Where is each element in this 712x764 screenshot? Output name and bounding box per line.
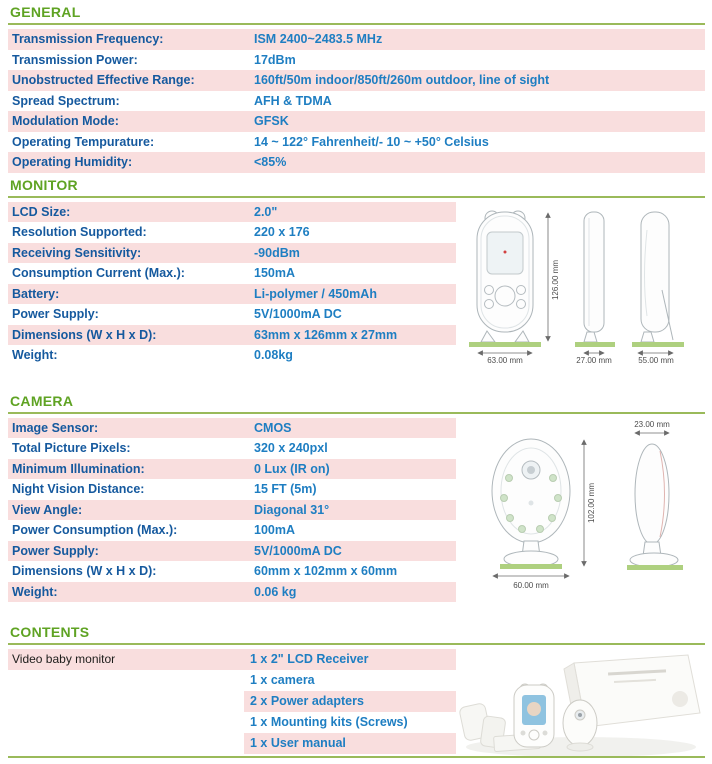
spec-label: Image Sensor:: [12, 420, 99, 435]
spec-value: 220 x 176: [254, 225, 310, 239]
spec-row: [8, 132, 705, 153]
monitor-device: [514, 684, 554, 747]
monitor-side-view-stand: [632, 212, 684, 365]
spec-label: Consumption Current (Max.):: [12, 266, 185, 280]
section-heading-general: GENERAL: [10, 4, 81, 20]
section-divider: [8, 23, 705, 25]
camera-top-dim-label: 23.00 mm: [634, 419, 670, 429]
section-contents: [8, 624, 705, 764]
spec-label: Transmission Frequency:: [12, 32, 164, 46]
section-heading-camera: CAMERA: [10, 392, 74, 409]
spec-value: 0 Lux (IR on): [254, 461, 330, 476]
camera-width-dim-label: 60.00 mm: [513, 580, 549, 590]
monitor-height-dim-label: 126.00 mm: [551, 259, 560, 300]
spec-row: [8, 561, 456, 582]
section-general: [8, 4, 705, 173]
spec-row: [8, 479, 456, 500]
general-spec-table: [8, 29, 705, 173]
spec-label: Night Vision Distance:: [12, 482, 145, 496]
spec-row: [8, 325, 456, 346]
section-divider: [8, 643, 705, 645]
contents-list-item: 1 x Mounting kits (Screws): [250, 715, 408, 729]
bottom-divider: [8, 756, 705, 758]
spec-value: 150mA: [254, 266, 295, 280]
spec-label: Dimensions (W x H x D):: [12, 564, 157, 578]
camera-spec-table: [8, 418, 456, 603]
spec-value: 15 FT (5m): [254, 482, 317, 496]
contents-list-item: 2 x Power adapters: [244, 691, 456, 712]
spec-value: Li-polymer / 450mAh: [254, 286, 377, 301]
spec-label: Power Consumption (Max.):: [12, 523, 178, 537]
section-camera: [8, 393, 705, 607]
spec-row: [8, 29, 705, 50]
spec-value: 2.0": [254, 204, 278, 219]
monitor-spec-table: [8, 202, 456, 366]
spec-value: 0.06 kg: [254, 584, 297, 599]
contents-product-photo: [456, 649, 705, 764]
spec-value: 17dBm: [254, 52, 296, 67]
spec-row: [8, 304, 456, 325]
spec-label: Weight:: [12, 348, 58, 362]
contents-item-name: Video baby monitor: [8, 649, 244, 670]
spec-label: Operating Tempurature:: [12, 134, 155, 149]
spec-value: 60mm x 102mm x 60mm: [254, 564, 398, 578]
spec-row: [8, 243, 456, 264]
spec-value: -90dBm: [254, 245, 300, 260]
spec-label: Resolution Supported:: [12, 225, 147, 239]
spec-label: View Angle:: [12, 502, 83, 517]
spec-value: 160ft/50m indoor/850ft/260m outdoor, line of sight: [254, 73, 550, 87]
spec-label: Receiving Sensitivity:: [12, 245, 142, 260]
monitor-dimension-drawing: [456, 202, 705, 371]
spec-value: 5V/1000mA DC: [254, 307, 342, 321]
spec-row: [8, 438, 456, 459]
spec-row: [8, 111, 705, 132]
spec-label: LCD Size:: [12, 204, 71, 219]
section-divider: [8, 412, 705, 414]
spec-row: [8, 418, 456, 439]
spec-label: Minimum Illumination:: [12, 461, 145, 476]
spec-row: [8, 345, 456, 366]
spec-value: ISM 2400~2483.5 MHz: [254, 32, 383, 46]
spec-label: Modulation Mode:: [12, 114, 119, 128]
monitor-width-dim-label: 63.00 mm: [487, 355, 523, 365]
spec-row: [8, 70, 705, 91]
spec-row: [8, 263, 456, 284]
contents-list-item: 1 x camera: [250, 673, 315, 687]
spec-row: [8, 50, 705, 71]
monitor-side-dim-label: 55.00 mm: [638, 355, 674, 365]
section-heading-monitor: MONITOR: [10, 176, 78, 193]
spec-row: [8, 500, 456, 521]
spec-value: GFSK: [254, 114, 289, 128]
monitor-front-view: [469, 211, 560, 365]
spec-value: Diagonal 31°: [254, 502, 330, 517]
spec-label: Spread Spectrum:: [12, 93, 120, 108]
spec-row: [8, 520, 456, 541]
spec-row: [8, 202, 456, 223]
section-heading-contents: CONTENTS: [10, 623, 90, 640]
spec-label: Total Picture Pixels:: [12, 441, 131, 455]
spec-value: 320 x 240pxl: [254, 441, 328, 455]
spec-row: [8, 284, 456, 305]
monitor-depth-dim-label: 27.00 mm: [576, 355, 612, 365]
contents-list-item: 1 x 2" LCD Receiver: [244, 649, 456, 670]
spec-label: Weight:: [12, 584, 58, 599]
spec-value: 5V/1000mA DC: [254, 543, 342, 558]
spec-row: [8, 459, 456, 480]
spec-value: AFH & TDMA: [254, 93, 332, 108]
spec-value: <85%: [254, 155, 287, 169]
spec-row: [8, 582, 456, 603]
section-divider: [8, 196, 705, 198]
section-monitor: [8, 177, 705, 371]
spec-value: 0.08kg: [254, 348, 293, 362]
camera-dimension-drawing: [456, 418, 705, 607]
spec-value: CMOS: [254, 420, 292, 435]
spec-row: [8, 541, 456, 562]
camera-height-dim-label: 102.00 mm: [587, 482, 596, 523]
spec-row: [8, 91, 705, 112]
spec-label: Unobstructed Effective Range:: [12, 73, 195, 87]
spec-value: 63mm x 126mm x 27mm: [254, 327, 398, 342]
camera-front-view: [492, 439, 596, 590]
spec-row: [8, 222, 456, 243]
spec-row: [8, 152, 705, 173]
contents-list-item: 1 x User manual: [244, 733, 456, 754]
spec-label: Battery:: [12, 286, 60, 301]
spec-label: Power Supply:: [12, 543, 99, 558]
camera-side-view: [627, 420, 683, 570]
monitor-side-view-thin: [575, 212, 615, 365]
spec-value: 100mA: [254, 523, 295, 537]
spec-label: Dimensions (W x H x D):: [12, 327, 157, 342]
spec-value: 14 ~ 122° Fahrenheit/- 10 ~ +50° Celsius: [254, 134, 489, 149]
contents-table: [8, 649, 456, 754]
spec-label: Transmission Power:: [12, 52, 138, 67]
spec-label: Operating Humidity:: [12, 155, 133, 169]
spec-label: Power Supply:: [12, 307, 99, 321]
